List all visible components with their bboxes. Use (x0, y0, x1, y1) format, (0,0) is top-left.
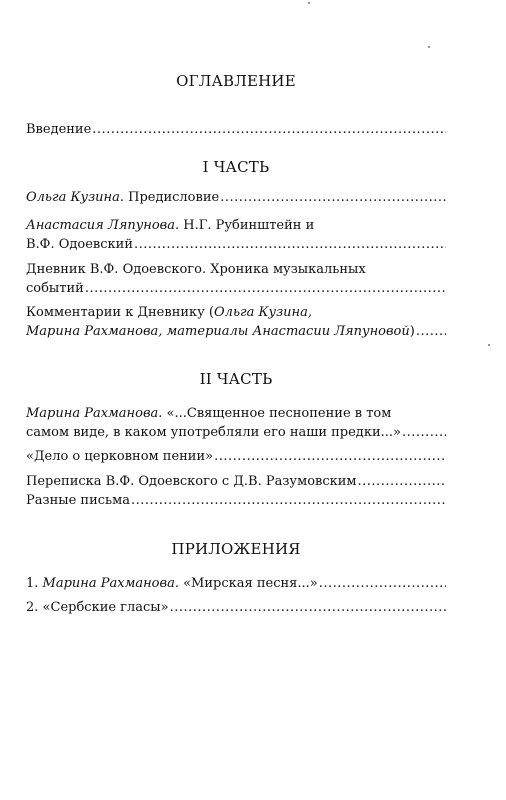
entry-title: Разные письма (26, 493, 130, 508)
toc-entry-commentary[interactable] (26, 303, 446, 341)
entry-author: Ольга Кузина. (26, 190, 124, 205)
entry-author: Ольга Кузина, (214, 305, 312, 320)
toc-entry-intro[interactable] (26, 120, 446, 139)
dot-leader (220, 188, 446, 207)
toc-entry-serbian-tones[interactable] (26, 598, 446, 617)
dot-leader (214, 447, 446, 466)
toc-entry-sacred-chant[interactable] (26, 404, 446, 442)
entry-author: Марина Рахманова. (42, 576, 179, 591)
dot-leader (402, 423, 446, 442)
toc-entry-rubinstein[interactable] (26, 216, 446, 254)
appendix-title: ПРИЛОЖЕНИЯ (171, 540, 301, 558)
entry-title: Комментарии к Дневнику ( (26, 305, 215, 320)
toc-title: ОГЛАВЛЕНИЕ (176, 72, 296, 90)
entry-number: 1. (26, 576, 39, 591)
dot-leader (85, 279, 446, 298)
entry-title: Введение (26, 122, 92, 137)
entry-title: «Сербские гласы» (42, 600, 169, 615)
dot-leader (170, 598, 446, 617)
dot-leader (92, 120, 446, 139)
entry-number: 2. (26, 600, 39, 615)
dot-leader (131, 491, 446, 510)
entry-title: Н.Г. Рубинштейн и (183, 218, 315, 233)
entry-title: Предисловие (128, 190, 220, 205)
dot-leader (416, 322, 446, 341)
toc-entry-preface[interactable] (26, 188, 446, 207)
entry-title: «Дело о церковном пении» (26, 449, 214, 464)
part1-title: I ЧАСТЬ (202, 158, 270, 176)
entry-title-cont: самом виде, в каком употребляли его наши предки...» (26, 425, 401, 440)
entry-author-cont: Марина Рахманова, материалы Анастасии Ляпуновой (26, 324, 410, 339)
entry-title: Переписка В.Ф. Одоевского с Д.В. Разумовским (26, 474, 357, 489)
dot-leader (358, 472, 446, 491)
entry-paren: ) (409, 324, 415, 339)
entry-title-cont: В.Ф. Одоевский (26, 237, 133, 252)
entry-title: Дневник В.Ф. Одоевского. Хроника музыкальных (26, 262, 366, 277)
entry-title: «Мирская песня...» (183, 576, 318, 591)
print-speck (488, 344, 490, 346)
entry-author: Анастасия Ляпунова. (26, 218, 180, 233)
toc-entry-letters[interactable] (26, 491, 446, 510)
toc-entry-church-singing[interactable] (26, 447, 446, 466)
entry-title-cont: событий (26, 281, 84, 296)
dot-leader (134, 235, 446, 254)
print-speck (428, 46, 430, 48)
toc-entry-diary[interactable] (26, 260, 446, 298)
toc-entry-secular-song[interactable] (26, 574, 446, 593)
dot-leader (319, 574, 446, 593)
print-speck (308, 2, 310, 4)
toc-entry-correspondence[interactable] (26, 472, 446, 491)
entry-author: Марина Рахманова. (26, 406, 163, 421)
entry-title: «...Священное песнопение в том (166, 406, 392, 421)
part2-title: II ЧАСТЬ (199, 370, 273, 388)
